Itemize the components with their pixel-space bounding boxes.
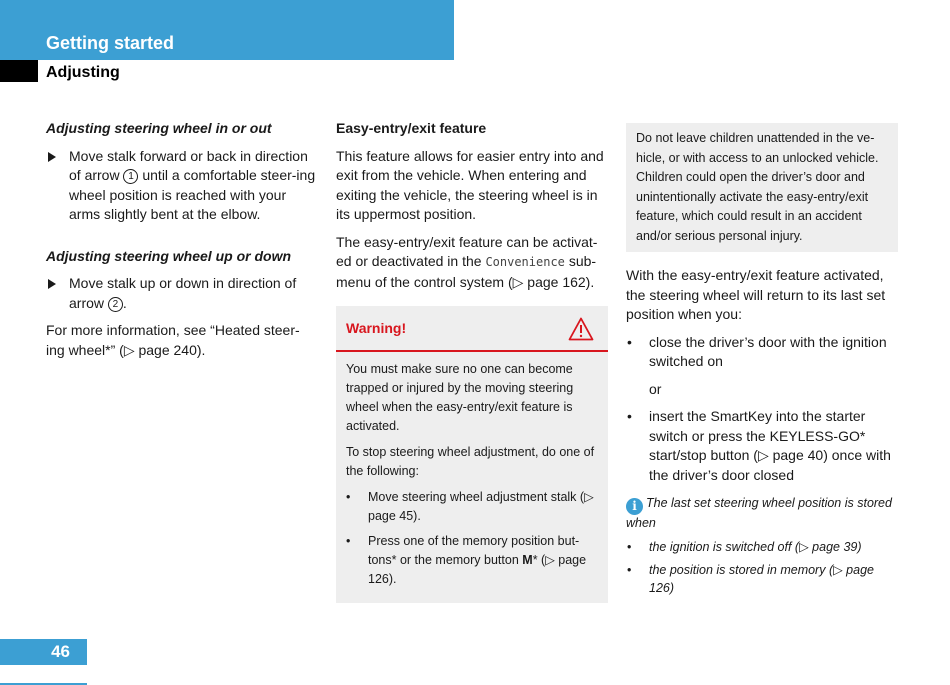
- heading-easy-entry: Easy-entry/exit feature: [336, 120, 487, 136]
- bullet-text-cont: * (▷ page 126).: [368, 553, 587, 586]
- paragraph: This feature allows for easier entry into and exit from the vehicle. When entering and exiting the vehicle, the steering wheel is in its uppermost position.: [336, 147, 604, 222]
- list-item: • insert the SmartKey into the starter switch or press the KEYLESS-GO* start/stop button (▷ page 40) once with the driver’s door closed: [626, 407, 898, 485]
- page-number: 46: [51, 642, 70, 661]
- warning-bullet: [346, 532, 598, 589]
- section-marker: [0, 60, 38, 82]
- or-text: or: [649, 380, 662, 397]
- heading-in-out: Adjusting steering wheel in or out: [46, 120, 272, 136]
- info-note: [626, 495, 898, 533]
- warning-body: [336, 352, 608, 603]
- warning-triangle-icon: [568, 317, 594, 341]
- info-icon: i: [626, 498, 643, 515]
- step-text-cont: until a comfortable steer-ing wheel position is reached with your arms slightly bent at the elbow.: [69, 167, 316, 222]
- paragraph-text: The easy-entry/exit feature can be activat-ed or deactivated in the: [336, 233, 598, 269]
- bullet-text: Press one of the memory position but-tons* or the memory button: [368, 534, 580, 567]
- warning-header: [336, 306, 608, 352]
- arrow-number-1-icon: 1: [123, 169, 138, 184]
- menu-name: Convenience: [485, 255, 565, 269]
- caution-box: Do not leave children unattended in the ve-hicle, or with access to an unlocked vehicle. Children could open the driver’s door and unintentionally activate the easy-entry/exit feature, which could result in an accident and/or serious personal injury.: [626, 123, 898, 252]
- step-text: Move stalk up or down in direction of arrow: [69, 275, 297, 311]
- warning-box: [336, 306, 608, 603]
- memory-button-label: M: [522, 553, 533, 567]
- paragraph: [336, 233, 608, 293]
- instruction-step: [46, 147, 318, 225]
- list-item: • close the driver’s door with the ignition switched on: [626, 333, 898, 372]
- section-title: Adjusting: [46, 64, 120, 81]
- column-middle: [336, 119, 608, 603]
- column-left: [46, 119, 318, 368]
- step-text-cont: .: [122, 294, 127, 311]
- info-text: The last set steering wheel position is stored when: [626, 496, 892, 530]
- instruction-step: [46, 274, 318, 313]
- info-list-item: • the position is stored in memory (▷ page 126): [626, 562, 898, 597]
- warning-title: Warning!: [346, 320, 407, 336]
- column-right: [626, 123, 898, 597]
- info-list-item: • the ignition is switched off (▷ page 39): [626, 539, 898, 557]
- arrow-number-2-icon: 2: [108, 297, 123, 312]
- paragraph-text-cont: sub-menu of the control system (▷ page 162).: [336, 253, 597, 290]
- step-text: Move stalk forward or back in direction of arrow: [69, 147, 308, 183]
- warning-bullet: • Move steering wheel adjustment stalk (▷ page 45).: [346, 488, 598, 526]
- page-number-box: [0, 639, 87, 665]
- heading-up-down: Adjusting steering wheel up or down: [46, 247, 292, 264]
- paragraph: With the easy-entry/exit feature activated, the steering wheel will return to its last set position when you:: [626, 267, 886, 322]
- step-arrow-icon: [48, 152, 56, 162]
- chapter-title: Getting started: [46, 33, 175, 53]
- step-arrow-icon: [48, 279, 56, 289]
- warning-text: To stop steering wheel adjustment, do one of the following:: [346, 445, 595, 478]
- warning-text: You must make sure no one can become trapped or injured by the moving steering wheel when the easy-entry/exit feature is activated.: [346, 362, 574, 433]
- more-info-text: For more information, see “Heated steer-ing wheel*” (▷ page 240).: [46, 322, 300, 358]
